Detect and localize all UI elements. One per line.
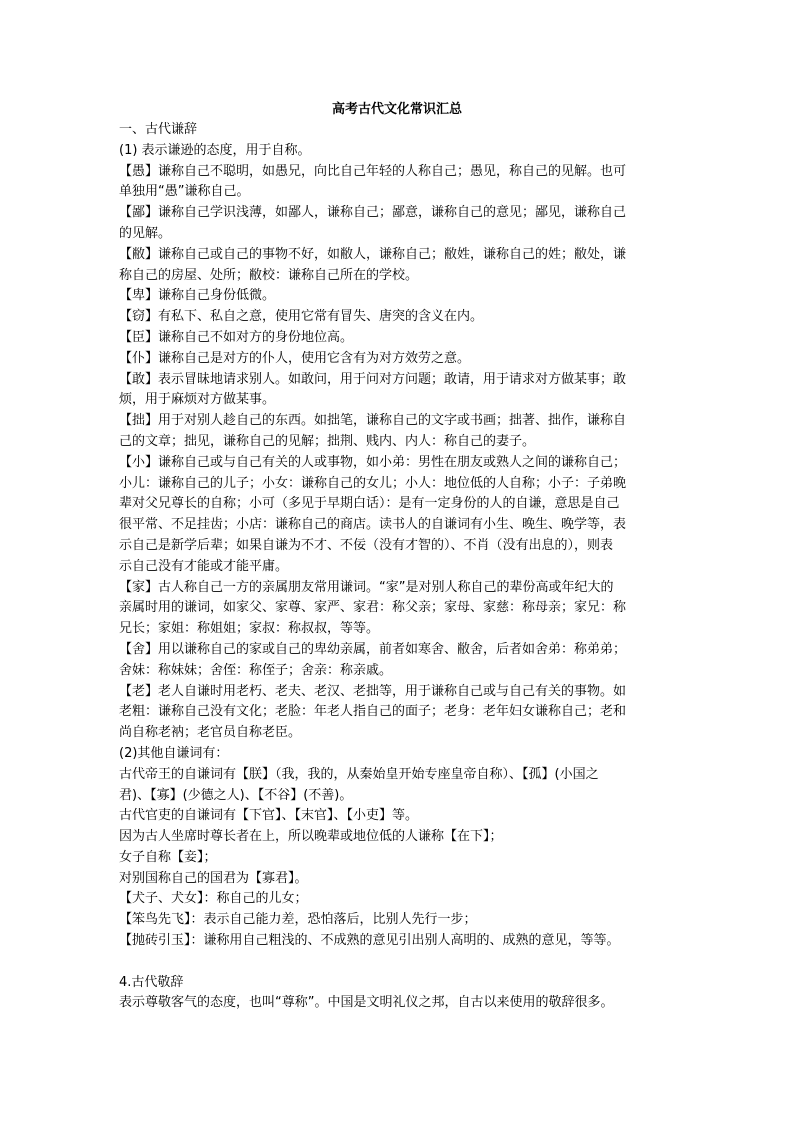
text-line: 的见解。: [119, 225, 172, 241]
text-line: (1) 表示谦逊的态度，用于自称。: [119, 142, 311, 158]
text-line: 【敝】谦称自己或自己的事物不好，如敝人，谦称自己；敝姓，谦称自己的姓；敝处，谦: [119, 246, 627, 262]
text-line: 称自己的房屋、处所；敝校：谦称自己所在的学校。: [119, 267, 419, 283]
text-line: 己的文章；拙见，谦称自己的见解；拙荆、贱内、内人：称自己的妻子。: [119, 433, 536, 449]
text-line: 【卑】谦称自己身份低微。: [119, 288, 276, 304]
text-line: 【抛砖引玉】：谦称用自己粗浅的、不成熟的意见引出别人高明的、成熟的意见，等等。: [119, 933, 620, 949]
text-line: 【小】谦称自己或与自己有关的人或事物，如小弟：男性在朋友或熟人之间的谦称自己；: [119, 454, 627, 470]
text-line: 表示尊敬客气的态度，也叫“尊称”。中国是文明礼仪之邦，自古以来使用的敬辞很多。: [119, 995, 614, 1011]
text-line: 【老】老人自谦时用老朽、老夫、老汉、老拙等，用于谦称自己或与自己有关的事物。如: [119, 683, 627, 699]
text-line: 【家】古人称自己一方的亲属朋友常用谦词。“家”是对别人称自己的辈份高或年纪大的: [119, 579, 614, 595]
text-line: 【拙】用于对别人趁自己的东西。如拙笔，谦称自己的文字或书画；拙著、拙作，谦称自: [119, 413, 627, 429]
text-line: 【臣】谦称自己不如对方的身份地位高。: [119, 329, 354, 345]
text-line: 小儿：谦称自己的儿子；小女：谦称自己的女儿；小人：地位低的人自称；小子：子弟晚: [119, 475, 627, 491]
text-line: 【鄙】谦称自己学识浅薄，如鄙人，谦称自己；鄙意，谦称自己的意见；鄙见，谦称自己: [119, 205, 627, 221]
text-line: 舍妹：称妹妹；舍侄：称侄子；舍亲：称亲戚。: [119, 662, 393, 678]
text-line: 【犬子、犬女】：称自己的儿女；: [119, 891, 308, 907]
text-line: (2)其他自谦词有：: [119, 745, 229, 761]
text-line: 古代帝王的自谦词有【朕】（我，我的，从秦始皇开始专座皇帝自称）、【孤】(小国之: [119, 766, 599, 782]
text-line: 古代官吏的自谦词有【下官】、【末官】、【小吏】等。: [119, 808, 419, 824]
text-line: 【舍】用以谦称自己的家或自己的卑幼亲属，前者如寒舍、敝舍，后者如舍弟：称弟弟；: [119, 641, 627, 657]
text-line: 示自己是新学后辈；如果自谦为不才、不佞（没有才智的）、不肖（没有出息的），则表: [119, 537, 614, 553]
text-line: 亲属时用的谦词，如家父、家尊、家严、家君：称父亲；家母、家慈：称母亲；家兄：称: [119, 600, 627, 616]
text-line: 尚自称老衲；老官员自称老臣。: [119, 725, 302, 741]
text-line: 很平常、不足挂齿；小店：谦称自己的商店。读书人的自谦词有小生、晚生、晚学等，表: [119, 517, 627, 533]
text-line: 女子自称【妾】；: [119, 849, 217, 865]
text-line: 【愚】谦称自己不聪明，如愚兄，向比自己年轻的人称自己；愚见，称自己的见解。也可: [119, 163, 627, 179]
text-line: 【窃】有私下、私自之意，使用它常有冒失、唐突的含义在内。: [119, 309, 484, 325]
blank-line: [119, 952, 677, 973]
document-body: [119, 120, 677, 1014]
text-line: 烦，用于麻烦对方做某事。: [119, 392, 276, 408]
text-line: 【敢】表示冒昧地请求别人。如敢问，用于问对方问题；敢请，用于请求对方做某事；敢: [119, 371, 627, 387]
text-line: 辈对父兄尊长的自称；小可（多见于早期白话）：是有一定身份的人的自谦，意思是自己: [119, 496, 620, 512]
text-line: 【笨鸟先飞】：表示自己能力差，恐怕落后，比别人先行一步；: [119, 912, 477, 928]
text-line: 因为古人坐席时尊长者在上，所以晚辈或地位低的人谦称【在下】；: [119, 829, 503, 845]
text-line: 示自己没有才能或才能平庸。: [119, 558, 289, 574]
document-title: 高考古代文化常识汇总: [331, 102, 462, 117]
text-line: 对别国称自己的国君为【寡君】。: [119, 870, 308, 886]
text-line: 4.古代敬辞: [119, 974, 184, 990]
text-line: 兄长；家姐：称姐姐；家叔：称叔叔，等等。: [119, 621, 380, 637]
text-line: 单独用“愚”谦称自己。: [119, 184, 250, 200]
text-line: 一、古代谦辞: [119, 122, 198, 137]
text-line: 老粗：谦称自己没有文化；老脸：年老人指自己的面子；老身：老年妇女谦称自己；老和: [119, 704, 627, 720]
text-line: 【仆】谦称自己是对方的仆人，使用它含有为对方效劳之意。: [119, 350, 471, 366]
text-line: 君)、【寡】(少德之人)、【不谷】(不善)。: [119, 787, 353, 803]
